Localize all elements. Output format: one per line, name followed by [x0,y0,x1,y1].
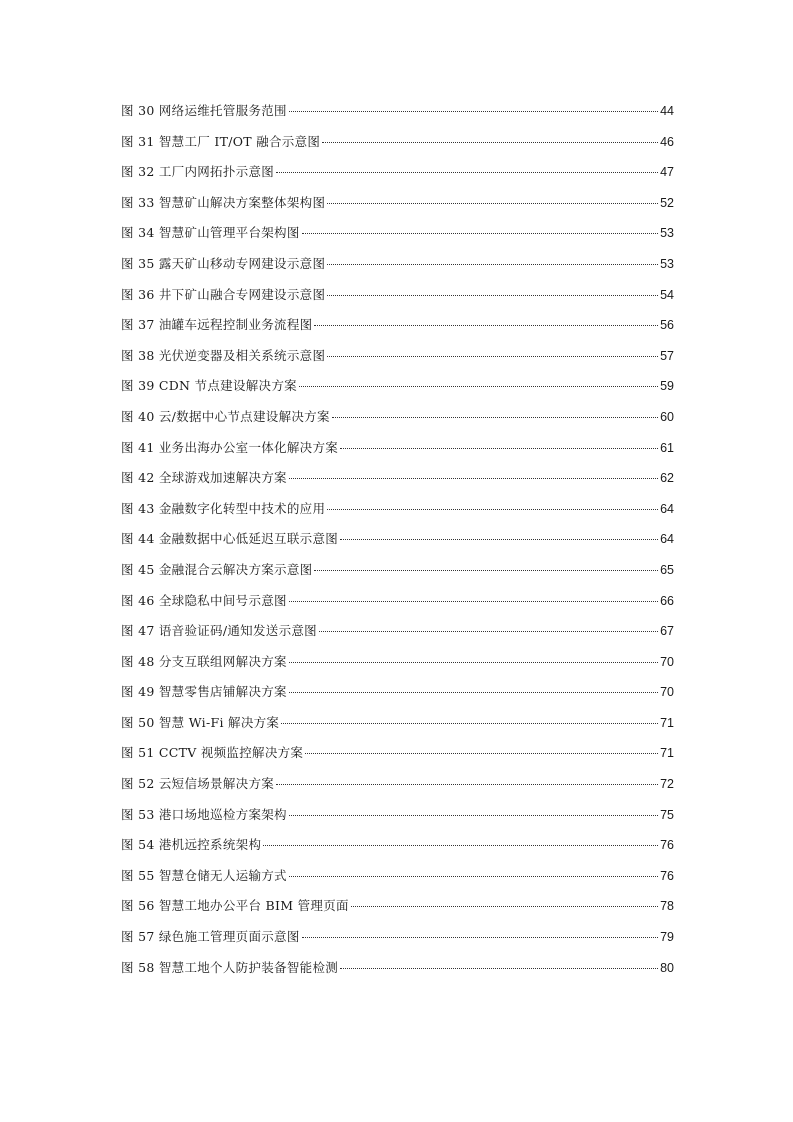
toc-entry[interactable] [121,712,674,743]
dot-leader [327,203,658,204]
toc-entry-title: 图 52 云短信场景解决方案 [121,776,275,792]
dot-leader [281,723,658,724]
dot-leader [327,356,658,357]
toc-entry-title: 图 45 金融混合云解决方案示意图 [121,561,313,577]
toc-entry-title: 图 34 智慧矿山管理平台架构图 [121,225,300,241]
toc-entry-page: 67 [660,624,674,639]
dot-leader [314,325,658,326]
dot-leader [305,753,658,754]
toc-entry-title: 图 51 CCTV 视频监控解决方案 [121,745,304,761]
toc-entry-title: 图 58 智慧工地个人防护装备智能检测 [121,959,339,975]
toc-entry-title: 图 40 云/数据中心节点建设解决方案 [121,408,330,424]
toc-entry[interactable] [121,590,674,621]
toc-entry[interactable] [121,437,674,468]
toc-entry[interactable] [121,895,674,926]
toc-entry-title: 图 55 智慧仓储无人运输方式 [121,867,287,883]
toc-entry-page: 60 [660,409,674,424]
toc-entry[interactable] [121,467,674,498]
dot-leader [327,509,658,510]
toc-entry[interactable] [121,375,674,406]
toc-entry[interactable] [121,528,674,559]
toc-entry-page: 53 [660,256,674,271]
toc-entry[interactable] [121,314,674,345]
dot-leader [340,448,658,449]
toc-entry-page: 64 [660,532,674,547]
dot-leader [289,601,658,602]
toc-entry-page: 64 [660,501,674,516]
figure-table-of-contents [121,100,674,987]
toc-entry-page: 61 [660,440,674,455]
toc-entry-title: 图 46 全球隐私中间号示意图 [121,592,287,608]
dot-leader [319,631,658,632]
dot-leader [289,876,658,877]
toc-entry-title: 图 38 光伏逆变器及相关系统示意图 [121,347,326,363]
dot-leader [289,478,658,479]
toc-entry-page: 62 [660,471,674,486]
toc-entry[interactable] [121,620,674,651]
dot-leader [263,845,658,846]
toc-entry-title: 图 39 CDN 节点建设解决方案 [121,378,297,394]
toc-entry-page: 46 [660,134,674,149]
toc-entry-page: 52 [660,195,674,210]
toc-entry-title: 图 43 金融数字化转型中技术的应用 [121,500,326,516]
toc-entry-title: 图 41 业务出海办公室一体化解决方案 [121,439,339,455]
toc-entry-page: 76 [660,868,674,883]
toc-entry[interactable] [121,100,674,131]
dot-leader [289,662,658,663]
dot-leader [276,784,658,785]
toc-entry[interactable] [121,161,674,192]
dot-leader [276,172,658,173]
dot-leader [332,417,658,418]
toc-entry[interactable] [121,681,674,712]
toc-entry-page: 78 [660,899,674,914]
toc-entry[interactable] [121,253,674,284]
toc-entry-title: 图 48 分支互联组网解决方案 [121,653,287,669]
toc-entry-page: 80 [660,960,674,975]
toc-entry[interactable] [121,651,674,682]
toc-entry-title: 图 33 智慧矿山解决方案整体架构图 [121,194,326,210]
toc-entry-page: 53 [660,226,674,241]
dot-leader [322,142,658,143]
toc-entry-page: 75 [660,807,674,822]
toc-entry-title: 图 50 智慧 Wi-Fi 解决方案 [121,714,280,730]
toc-entry-title: 图 56 智慧工地办公平台 BIM 管理页面 [121,898,349,914]
toc-entry[interactable] [121,834,674,865]
toc-entry-page: 65 [660,562,674,577]
toc-entry[interactable] [121,742,674,773]
toc-entry-page: 79 [660,930,674,945]
toc-entry-page: 70 [660,685,674,700]
toc-entry-title: 图 44 金融数据中心低延迟互联示意图 [121,531,339,547]
toc-entry[interactable] [121,559,674,590]
toc-entry-title: 图 30 网络运维托管服务范围 [121,103,287,118]
toc-entry-page: 70 [660,654,674,669]
toc-entry-page: 71 [660,746,674,761]
toc-entry-title: 图 49 智慧零售店铺解决方案 [121,684,287,700]
dot-leader [340,539,658,540]
toc-entry[interactable] [121,804,674,835]
toc-entry-page: 56 [660,318,674,333]
toc-entry[interactable] [121,406,674,437]
toc-entry-title: 图 54 港机远控系统架构 [121,837,262,853]
toc-entry-title: 图 53 港口场地巡检方案架构 [121,806,287,822]
toc-entry-title: 图 35 露天矿山移动专网建设示意图 [121,255,326,271]
toc-entry-title: 图 37 油罐车远程控制业务流程图 [121,317,313,333]
dot-leader [302,937,658,938]
dot-leader [327,264,658,265]
toc-entry-page: 59 [660,379,674,394]
toc-entry-page: 44 [660,104,674,118]
toc-entry-title: 图 31 智慧工厂 IT/OT 融合示意图 [121,133,321,149]
dot-leader [340,968,658,969]
toc-entry-page: 57 [660,348,674,363]
toc-entry[interactable] [121,957,674,988]
toc-entry-title: 图 32 工厂内网拓扑示意图 [121,164,275,180]
toc-entry-title: 图 36 井下矿山融合专网建设示意图 [121,286,326,302]
toc-entry[interactable] [121,131,674,162]
toc-entry-page: 76 [660,838,674,853]
dot-leader [351,906,658,907]
toc-entry[interactable] [121,865,674,896]
dot-leader [299,386,658,387]
dot-leader [289,815,658,816]
toc-entry-page: 72 [660,777,674,792]
toc-entry[interactable] [121,284,674,315]
toc-entry[interactable] [121,926,674,957]
toc-entry-title: 图 47 语音验证码/通知发送示意图 [121,623,317,639]
toc-entry[interactable] [121,773,674,804]
toc-entry-title: 图 42 全球游戏加速解决方案 [121,470,287,486]
toc-entry-page: 66 [660,593,674,608]
toc-entry-page: 54 [660,287,674,302]
dot-leader [289,111,658,112]
toc-entry-title: 图 57 绿色施工管理页面示意图 [121,929,300,945]
toc-entry[interactable] [121,498,674,529]
toc-entry[interactable] [121,222,674,253]
toc-entry-page: 47 [660,165,674,180]
toc-entry[interactable] [121,345,674,376]
dot-leader [327,295,658,296]
dot-leader [314,570,658,571]
dot-leader [302,233,658,234]
dot-leader [289,692,658,693]
toc-entry[interactable] [121,192,674,223]
toc-entry-page: 71 [660,715,674,730]
